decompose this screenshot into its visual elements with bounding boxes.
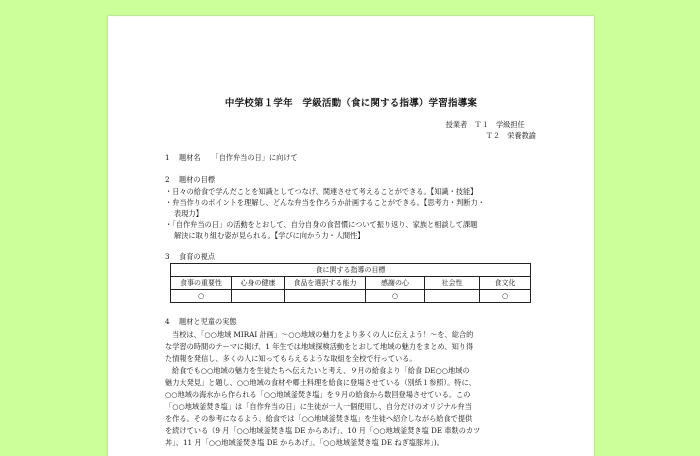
objective-line: ・「自作弁当の日」の活動をとおして、自分自身の食習慣について振り返り、家族と相談して課題 [165,220,478,229]
objective-line: ・日々の給食で学んだことを知識としてつなげ、関連させて考えることができる。【知識・技能】 [165,187,478,196]
table-header-row [171,277,531,290]
section4-heading: 4 題材と児童の実態 [165,317,237,326]
table-column-header: 心身の健康 [232,277,285,290]
body-line: を作る。その参考になるよう、給食では「○○地域釜焚き塩」を生徒へ紹介しながら給食で提供 [165,414,473,423]
objective-line: 解決に取り組む姿が見られる。【学びに向かう力・人間性】 [174,231,365,240]
section1-heading: 1 題材名 「自作弁当の日」に向けて [165,153,298,162]
table-column-header: 食文化 [480,277,531,290]
body-line: 「○○地域釜焚き塩」は「自作弁当の日」に生徒が一人一個使用し、自分だけのオリジナル弁当 [165,402,472,411]
table-column-header: 社会性 [425,277,480,290]
body-line: 当校は、「○○地域 MIRAI 計画」〜○○地域の魅力をより多くの人に伝えよう！〜を、総合的 [172,330,474,339]
body-line: 給食でも○○地域の魅力を生徒たちへ伝えたいと考え、９月の給食より「給食 DE○○地域の [172,366,470,375]
author-line: 授業者 Ｔ１ 学級担任 [445,120,525,129]
shokuiku-table [170,263,531,303]
table-cell: ○ [480,290,531,303]
document-title: 中学校第１学年 学級活動（食に関する指導）学習指導案 [224,98,478,109]
table-column-header: 感謝の心 [366,277,425,290]
section2-heading: 2 題材の目標 [165,175,215,184]
table-cell [285,290,366,303]
authors-block [446,120,536,142]
body-line: な学習の時間のテーマに掲げ、1 年生では地域探検活動をとおして地域の魅力をまとめ、知り得 [165,342,474,351]
body-line: た情報を発信し、多くの人に知ってもらえるような取組を全校で行っている。 [165,354,417,363]
table-group-header: 食に関する指導の目標 [171,264,531,277]
document-page [108,16,594,456]
objective-line: 表現力】 [174,209,203,218]
objective-line: ・弁当作りのポイントを理解し、どんな弁当を作ろうか計画することができる。【思考力・判断力・ [165,198,485,207]
table-cell [425,290,480,303]
section4-body [165,330,593,450]
table-cell: ○ [366,290,425,303]
table-column-header: 食事の重要性 [171,277,232,290]
author-line: Ｔ２ 栄養教諭 [485,131,536,140]
section3-heading: 3 食育の視点 [165,252,215,261]
table-row [171,290,531,303]
body-line: ○○地域の海水から作られる「○○地域釜焚き塩」を９月の給食から数回登場させている。この [165,390,471,399]
table-column-header: 食品を選択する能力 [285,277,366,290]
body-line: を続けている（9 月「○○地域釜焚き塩 DE からあげ」、10 月「○○地域釜焚き塩 DE 車麩のカツ [165,426,481,435]
body-line: 魅力大発見」と題し、○○地域の食材や郷土料理を給食に登場させている（別紙１参照）。特に、 [165,378,476,387]
objectives-list [165,187,594,242]
table-cell [232,290,285,303]
body-line: 丼」、11 月「○○地域釜焚き塩 DE からあげ」、「○○地域釜焚き塩 DE ねぎ塩豚丼」)。 [165,438,444,447]
table-cell: ○ [171,290,232,303]
